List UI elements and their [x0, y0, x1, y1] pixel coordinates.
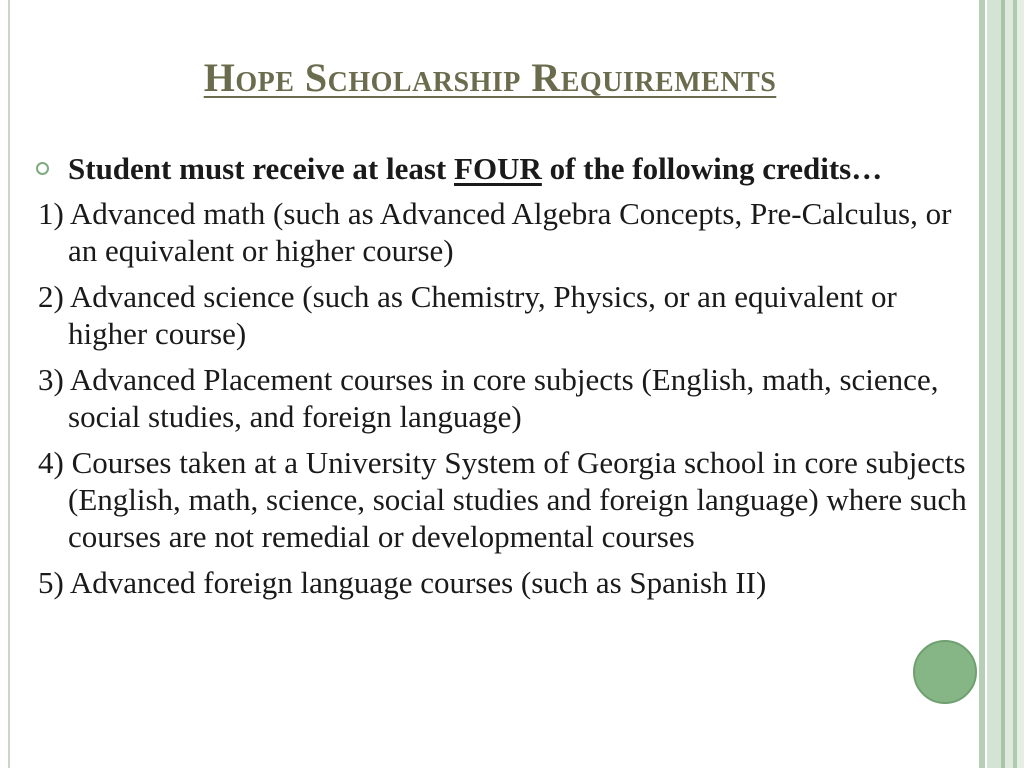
slide-title-text: Hope Scholarship Requirements — [203, 55, 777, 100]
item-number: 5) — [38, 565, 64, 600]
item-number: 3) — [38, 362, 64, 397]
slide-body — [38, 150, 968, 610]
item-text: Advanced science (such as Chemistry, Physics, or an equivalent or higher course) — [68, 279, 897, 351]
item-number: 4) — [38, 445, 64, 480]
list-item-3 — [38, 361, 968, 435]
item-text: Courses taken at a University System of Georgia school in core subjects (English, math, science, social studies and foreign language) where such courses are not remedial or developmental courses — [68, 445, 967, 554]
item-text: Advanced Placement courses in core subjects (English, math, science, social studies, and foreign language) — [68, 362, 939, 434]
item-text: Advanced foreign language courses (such as Spanish II) — [69, 565, 767, 600]
list-item-4 — [38, 444, 968, 555]
list-item-2 — [38, 278, 968, 352]
bullet-prefix: Student must receive at least — [68, 151, 455, 186]
list-item-1 — [38, 195, 968, 269]
bullet-point — [38, 150, 968, 187]
ring-bullet-icon — [36, 162, 49, 175]
bullet-emphasis: FOUR — [454, 151, 542, 186]
left-border-line — [8, 0, 10, 768]
slide-title — [0, 54, 980, 101]
item-number: 1) — [38, 196, 64, 231]
right-decorative-stripes — [977, 0, 1024, 768]
item-text: Advanced math (such as Advanced Algebra Concepts, Pre-Calculus, or an equivalent or higher course) — [68, 196, 952, 268]
item-number: 2) — [38, 279, 64, 314]
decorative-green-circle — [913, 640, 977, 704]
bullet-suffix: of the following credits… — [541, 151, 883, 186]
list-item-5 — [38, 564, 968, 601]
